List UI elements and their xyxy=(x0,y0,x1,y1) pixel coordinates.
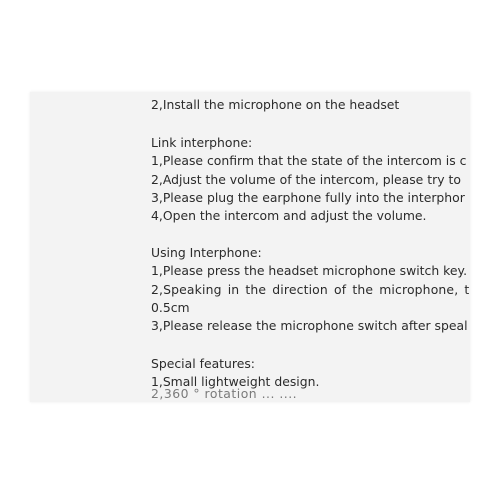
heading-special-features: Special features: xyxy=(151,356,255,371)
heading-using-interphone: Using Interphone: xyxy=(151,245,262,260)
using-step-2: 2,Speaking in the direction of the microphone, t xyxy=(151,282,470,297)
using-step-1: 1,Please press the headset microphone switch key. xyxy=(151,263,468,278)
heading-link-interphone: Link interphone: xyxy=(151,135,253,150)
step-install-microphone: 2,Install the microphone on the headset xyxy=(151,97,400,112)
link-step-2: 2,Adjust the volume of the intercom, please try to xyxy=(151,172,461,187)
link-step-3: 3,Please plug the earphone fully into the interphor xyxy=(151,190,465,205)
link-step-1: 1,Please confirm that the state of the intercom is c xyxy=(151,153,467,168)
using-step-3: 3,Please release the microphone switch after speal xyxy=(151,318,468,333)
link-step-4: 4,Open the intercom and adjust the volume. xyxy=(151,208,427,223)
feature-2-clipped: 2,360 ° rotation ... .... xyxy=(151,386,298,401)
using-step-2-continued: 0.5cm xyxy=(151,300,190,315)
instruction-card xyxy=(30,92,470,402)
feature-1: 1,Small lightweight design. xyxy=(151,374,320,389)
